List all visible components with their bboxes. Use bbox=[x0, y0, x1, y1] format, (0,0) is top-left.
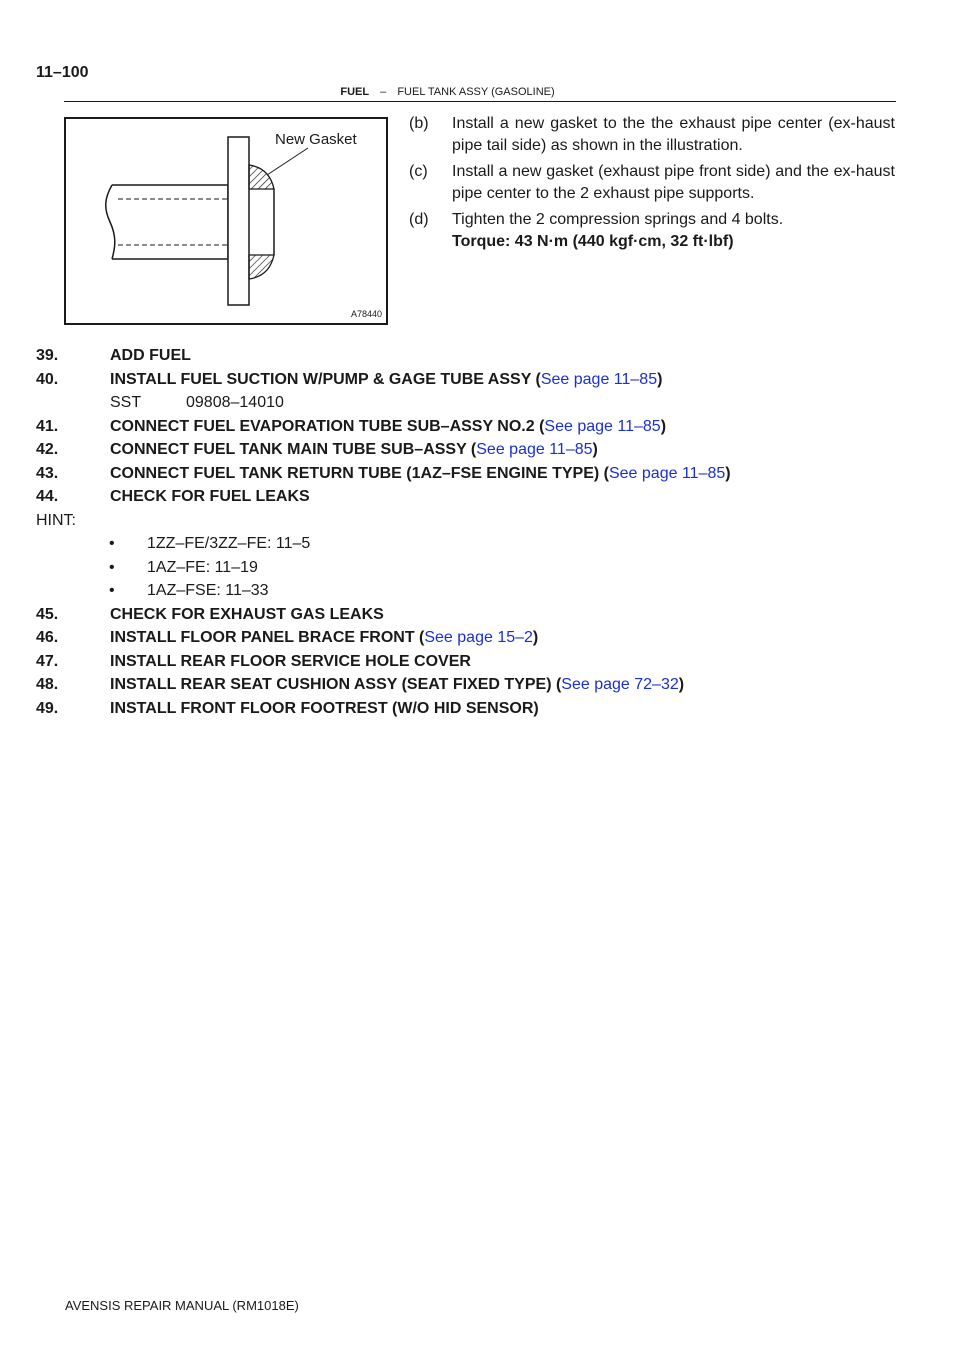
step-text: INSTALL REAR FLOOR SERVICE HOLE COVER bbox=[110, 652, 471, 670]
step-number: 41. bbox=[36, 417, 59, 435]
step-43 bbox=[36, 463, 896, 487]
page-number: 11–100 bbox=[36, 64, 89, 81]
see-page-link[interactable]: See page 11–85 bbox=[544, 417, 661, 435]
torque-spec: Torque: 43 N·m (440 kgf·cm, 32 ft·lbf) bbox=[452, 233, 734, 250]
step-number: 40. bbox=[36, 370, 59, 388]
section-name: FUEL bbox=[340, 86, 370, 98]
close-paren: ) bbox=[678, 676, 685, 693]
section-separator: – bbox=[380, 86, 387, 98]
step-39 bbox=[36, 345, 896, 369]
step-text: INSTALL FRONT FLOOR FOOTREST (W/O HID SENSOR) bbox=[110, 699, 539, 717]
procedure-steps bbox=[36, 345, 896, 721]
step-46 bbox=[36, 627, 896, 651]
see-page-link[interactable]: See page 11–85 bbox=[476, 441, 593, 458]
step-text: CHECK FOR FUEL LEAKS bbox=[110, 488, 310, 505]
step-text bbox=[110, 674, 684, 696]
step-47 bbox=[36, 651, 896, 675]
gasket-label: New Gasket bbox=[275, 131, 357, 148]
step-title: CONNECT FUEL TANK RETURN TUBE (1AZ–FSE ENGINE TYPE) ( bbox=[110, 464, 609, 482]
step-text: CHECK FOR EXHAUST GAS LEAKS bbox=[110, 605, 384, 623]
close-paren: ) bbox=[657, 370, 663, 388]
step-45 bbox=[36, 604, 896, 628]
hint-bullet bbox=[36, 533, 896, 557]
hint-item: 1AZ–FSE: 11–33 bbox=[147, 582, 269, 599]
step-number: 47. bbox=[36, 652, 59, 670]
step-41 bbox=[36, 416, 896, 440]
step-title: INSTALL REAR SEAT CUSHION ASSY (SEAT FIXED TYPE) ( bbox=[110, 676, 562, 693]
step-text bbox=[110, 439, 598, 461]
bullet-icon: • bbox=[109, 582, 115, 599]
subsection-name: FUEL TANK ASSY (GASOLINE) bbox=[397, 86, 555, 98]
sst-value: 09808–14010 bbox=[186, 394, 284, 411]
section-header bbox=[0, 86, 895, 98]
step-number: 43. bbox=[36, 464, 59, 482]
bullet-icon: • bbox=[109, 558, 115, 576]
step-title: CONNECT FUEL TANK MAIN TUBE SUB–ASSY ( bbox=[110, 441, 477, 458]
step-number: 42. bbox=[36, 441, 59, 458]
see-page-link[interactable]: See page 72–32 bbox=[561, 676, 679, 693]
step-number: 46. bbox=[36, 629, 59, 646]
step-number: 48. bbox=[36, 676, 59, 693]
step-title: INSTALL FLOOR PANEL BRACE FRONT ( bbox=[110, 629, 425, 646]
hint-label: HINT: bbox=[36, 511, 76, 529]
close-paren: ) bbox=[592, 441, 598, 458]
see-page-link[interactable]: See page 11–85 bbox=[608, 464, 726, 482]
step-text bbox=[110, 416, 666, 438]
sub-step-text: Install a new gasket to the the exhaust pipe center (ex-haust pipe tail side) as shown in the illustration. bbox=[452, 115, 895, 154]
sub-step-text: Install a new gasket (exhaust pipe front side) and the ex-haust pipe center to the 2 exhaust pipe supports. bbox=[452, 163, 895, 202]
step-title: INSTALL FUEL SUCTION W/PUMP & GAGE TUBE ASSY ( bbox=[110, 370, 541, 388]
step-number: 39. bbox=[36, 347, 59, 364]
sst-label: SST bbox=[110, 394, 142, 411]
hint-item: 1AZ–FE: 11–19 bbox=[147, 558, 258, 576]
close-paren: ) bbox=[660, 417, 667, 435]
sub-step-text: Tighten the 2 compression springs and 4 bolts. bbox=[452, 211, 784, 228]
bullet-icon: • bbox=[109, 535, 115, 552]
step-44 bbox=[36, 486, 896, 510]
header-rule bbox=[64, 101, 896, 102]
step-number: 49. bbox=[36, 699, 59, 717]
close-paren: ) bbox=[725, 464, 731, 482]
sub-step-d bbox=[409, 209, 895, 231]
sub-steps bbox=[409, 113, 895, 253]
step-text bbox=[110, 627, 538, 649]
step-number: 44. bbox=[36, 488, 59, 505]
sub-step-label: (b) bbox=[409, 115, 429, 132]
see-page-link[interactable]: See page 15–2 bbox=[424, 629, 533, 646]
step-title: CONNECT FUEL EVAPORATION TUBE SUB–ASSY NO.2 ( bbox=[110, 417, 545, 435]
sub-step-label: (c) bbox=[409, 163, 428, 180]
exhaust-pipe-diagram bbox=[66, 119, 386, 323]
step-49 bbox=[36, 698, 896, 722]
step-48 bbox=[36, 674, 896, 698]
gasket-illustration bbox=[64, 117, 388, 325]
step-number: 45. bbox=[36, 605, 59, 623]
step-text bbox=[110, 463, 731, 485]
hint-row bbox=[36, 510, 896, 534]
sub-step-b bbox=[409, 113, 895, 157]
sst-row bbox=[36, 392, 896, 416]
footer: AVENSIS REPAIR MANUAL (RM1018E) bbox=[65, 1298, 299, 1313]
hint-item: 1ZZ–FE/3ZZ–FE: 11–5 bbox=[147, 535, 311, 552]
step-42 bbox=[36, 439, 896, 463]
close-paren: ) bbox=[532, 629, 539, 646]
hint-bullet bbox=[36, 580, 896, 604]
step-40 bbox=[36, 369, 896, 393]
step-text: ADD FUEL bbox=[110, 347, 191, 364]
figure-code: A78440 bbox=[350, 309, 382, 319]
sub-step-c bbox=[409, 161, 895, 205]
step-text bbox=[110, 369, 662, 391]
hint-bullet bbox=[36, 557, 896, 581]
sub-step-label: (d) bbox=[409, 211, 429, 228]
see-page-link[interactable]: See page 11–85 bbox=[540, 370, 658, 388]
